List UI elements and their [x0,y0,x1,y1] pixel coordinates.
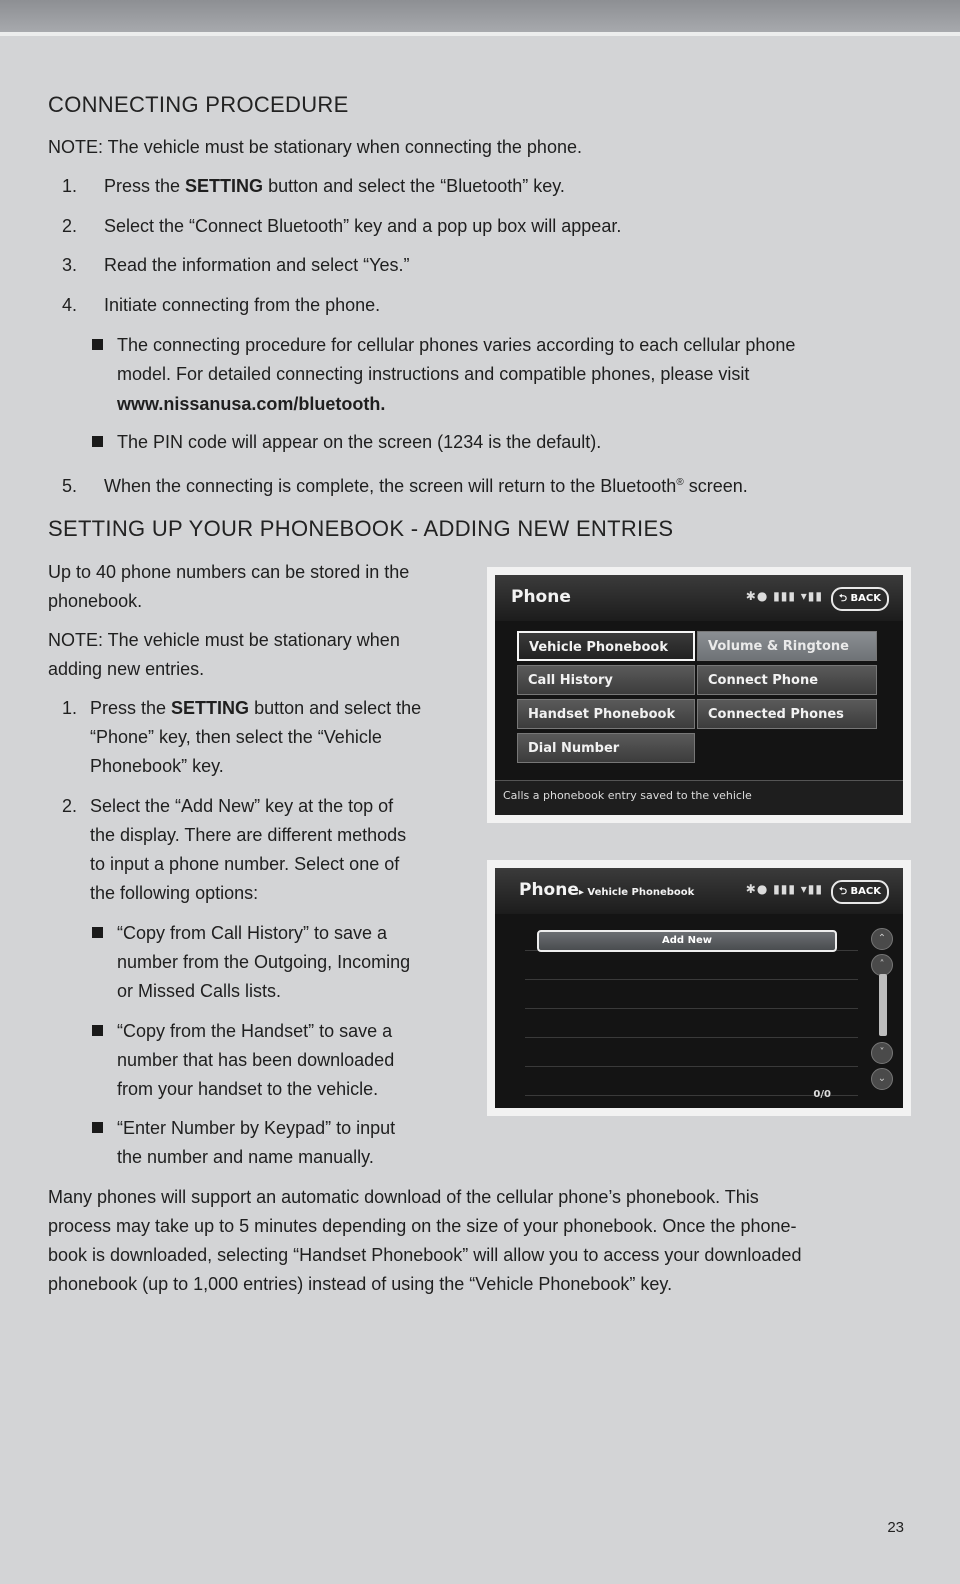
status-icons: ✱● ▮▮▮ ▾▮▮ [745,882,823,896]
bullet-procedure-cont: model. For detailed connecting instructions and compatible phones, please visit [117,364,750,384]
bullet-square-icon [92,436,103,447]
note-connecting: NOTE: The vehicle must be stationary when connecting the phone. [48,137,582,157]
step-5: 5. When the connecting is complete, the screen will return to the Bluetooth® screen. [62,476,748,496]
bluetooth-link[interactable]: www.nissanusa.com/bluetooth. [117,394,386,414]
option-handset-l2: number that has been downloaded [117,1050,395,1070]
pb-step-2-l4: the following options: [90,883,259,903]
closing-l3: book is downloaded, selecting “Handset Phonebook” will allow you to access your downloaded [48,1245,802,1265]
bullet-procedure: The connecting procedure for cellular phones varies according to each cellular phone [92,331,795,360]
option-handset-l3: from your handset to the vehicle. [117,1079,379,1099]
section-heading-connecting: CONNECTING PROCEDURE [48,92,349,117]
option-call-history: “Copy from Call History” to save a [92,919,387,948]
help-text: Calls a phonebook entry saved to the vehicle [495,780,903,815]
intro-line-2: phonebook. [48,591,143,611]
option-keypad: “Enter Number by Keypad” to input [92,1114,395,1143]
option-call-history-l2: number from the Outgoing, Incoming [117,952,411,972]
note-phonebook-2: adding new entries. [48,659,205,679]
step-3: 3. Read the information and select “Yes.” [62,255,410,275]
bullet-square-icon [92,1025,103,1036]
menu-vehicle-phonebook[interactable]: Vehicle Phonebook [517,631,695,661]
step-4: 4. Initiate connecting from the phone. [62,295,381,315]
bullet-square-icon [92,1122,103,1133]
intro-line-1: Up to 40 phone numbers can be stored in the [48,562,410,582]
page-number: 23 [887,1519,904,1536]
list-item [525,980,858,1009]
scrollbar[interactable] [879,974,887,1036]
section-heading-phonebook: SETTING UP YOUR PHONEBOOK - ADDING NEW ENTRIES [48,516,674,541]
step-2: 2. Select the “Connect Bluetooth” key and a pop up box will appear. [62,216,622,236]
scroll-up-icon[interactable]: ˄ [871,954,893,976]
screen-title: Phone [511,587,571,607]
closing-l2: process may take up to 5 minutes depending on the size of your phonebook. Once the phone- [48,1216,797,1236]
bullet-square-icon [92,339,103,350]
option-call-history-l3: or Missed Calls lists. [117,981,282,1001]
header-divider [0,32,960,36]
menu-call-history[interactable]: Call History [517,665,695,695]
list-item [525,1067,858,1096]
closing-l4: phonebook (up to 1,000 entries) instead of using the “Vehicle Phonebook” key. [48,1274,673,1294]
note-phonebook-1: NOTE: The vehicle must be stationary when [48,630,400,650]
vehicle-phonebook-screen [495,868,903,1108]
phone-menu-screenshot [487,567,911,823]
menu-volume-ringtone[interactable]: Volume & Ringtone [697,631,877,661]
header-bar [0,0,960,32]
scroll-down-icon[interactable]: ˅ [871,1042,893,1064]
pb-step-2-l3: to input a phone number. Select one of [90,854,400,874]
back-button[interactable]: ⮌ BACK [831,880,889,904]
scroll-bottom-icon[interactable]: ⌄ [871,1068,893,1090]
option-keypad-l2: the number and name manually. [117,1147,374,1167]
scroll-top-icon[interactable]: ⌃ [871,928,893,950]
bullet-square-icon [92,927,103,938]
pb-step-1-l2: “Phone” key, then select the “Vehicle [90,727,382,747]
menu-connect-phone[interactable]: Connect Phone [697,665,877,695]
phone-screen [495,575,903,815]
pb-step-1-l3: Phonebook” key. [90,756,224,776]
status-icons: ✱● ▮▮▮ ▾▮▮ [745,589,823,603]
option-handset: “Copy from the Handset” to save a [92,1017,392,1046]
entry-counter: 0/0 [813,1089,831,1100]
list-item [525,951,858,980]
vehicle-phonebook-screenshot [487,860,911,1116]
list-item [525,1038,858,1067]
menu-handset-phonebook[interactable]: Handset Phonebook [517,699,695,729]
menu-dial-number[interactable]: Dial Number [517,733,695,763]
closing-l1: Many phones will support an automatic download of the cellular phone’s phonebook. This [48,1187,759,1207]
list-item [525,1009,858,1038]
screen-title: Phone▸ Vehicle Phonebook [519,880,695,900]
pb-step-2: 2. Select the “Add New” key at the top of [62,796,394,816]
menu-connected-phones[interactable]: Connected Phones [697,699,877,729]
pb-step-2-l2: the display. There are different methods [90,825,407,845]
pb-step-1: 1. Press the SETTING button and select the [62,698,422,718]
phonebook-list [525,922,858,1082]
add-new-button[interactable]: Add New [537,930,837,952]
bullet-pin: The PIN code will appear on the screen (1234 is the default). [92,428,601,457]
step-1: 1. Press the SETTING button and select the “Bluetooth” key. [62,176,565,196]
back-button[interactable]: ⮌ BACK [831,587,889,611]
